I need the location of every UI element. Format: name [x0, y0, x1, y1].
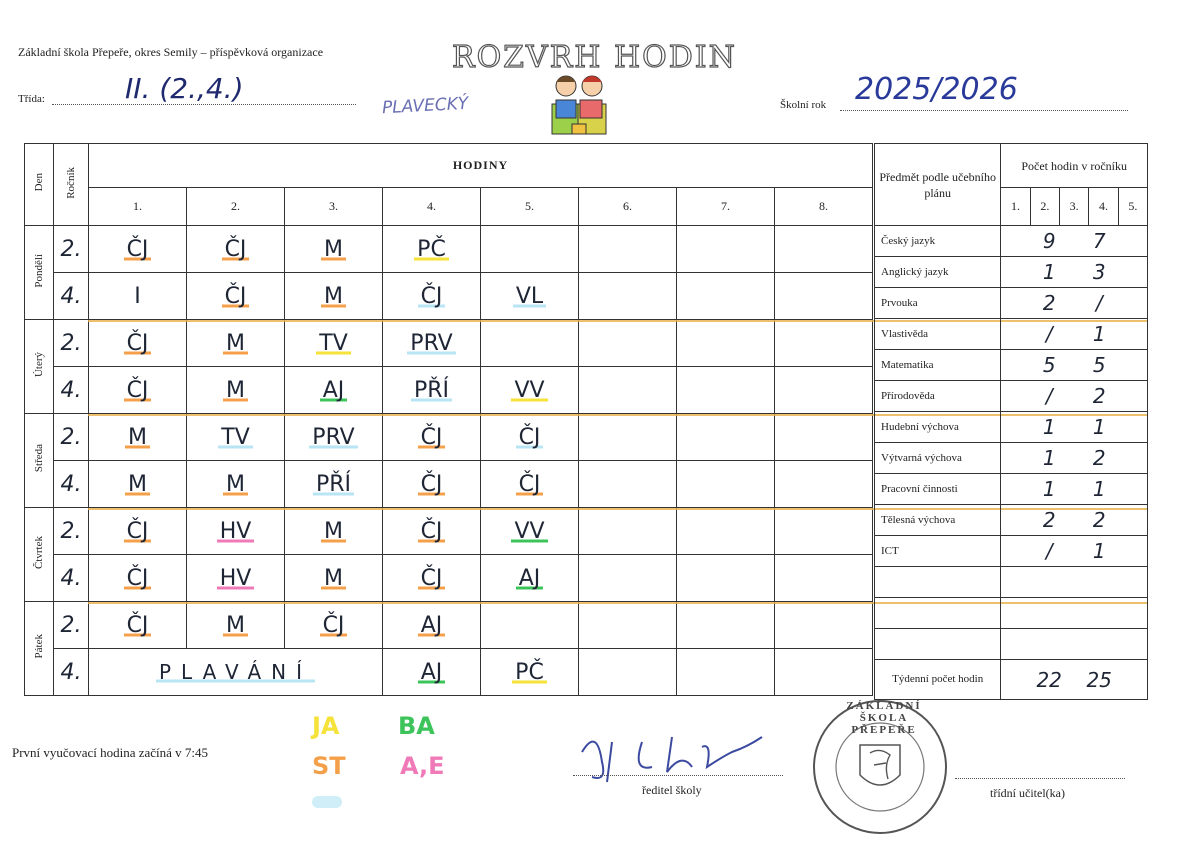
grade-header: 2.	[1030, 188, 1059, 226]
kids-illustration	[548, 70, 612, 138]
rocnik-cell: 2.	[54, 508, 89, 555]
lesson-cell	[579, 555, 677, 602]
lesson-cell	[775, 320, 873, 367]
lesson-cell: ČJ	[383, 555, 481, 602]
subject-counts: 9 7	[1001, 226, 1148, 257]
subject-name: Český jazyk	[875, 226, 1001, 257]
lesson-cell	[579, 508, 677, 555]
legend-ja: JA	[312, 712, 340, 740]
empty-subject	[875, 629, 1001, 660]
day-label: Pátek	[25, 602, 54, 696]
lesson-cell	[775, 555, 873, 602]
lesson-cell: ČJ	[89, 226, 187, 273]
page-title: ROZVRH HODIN	[452, 40, 737, 75]
lesson-cell: PRV	[383, 320, 481, 367]
year-label: Školní rok	[780, 99, 827, 111]
day-label: Středa	[25, 414, 54, 508]
hour-header: 3.	[285, 188, 383, 226]
class-note: PLAVECKÝ	[381, 93, 469, 119]
stamp-text: ZÁKLADNÍ ŠKOLA PŘEPEŘE	[846, 700, 922, 736]
grade-header: 5.	[1118, 188, 1147, 226]
lesson-cell	[775, 649, 873, 696]
subject-name: Tělesná výchova	[875, 505, 1001, 536]
lesson-cell	[775, 414, 873, 461]
lesson-cell	[579, 273, 677, 320]
lesson-cell: ČJ	[187, 226, 285, 273]
lesson-cell: ČJ	[481, 414, 579, 461]
hour-header: 8.	[775, 188, 873, 226]
lesson-cell	[677, 555, 775, 602]
lesson-cell	[579, 367, 677, 414]
subject-name: ICT	[875, 536, 1001, 567]
subject-counts: 1 2	[1001, 443, 1148, 474]
weekly-counts: 22 25	[1001, 660, 1148, 700]
lesson-cell: PŘÍ	[285, 461, 383, 508]
lesson-cell: ČJ	[383, 414, 481, 461]
lesson-cell: HV	[187, 555, 285, 602]
lesson-cell: PČ	[383, 226, 481, 273]
director-line	[573, 775, 783, 776]
hour-header: 5.	[481, 188, 579, 226]
subject-counts: 1 1	[1001, 474, 1148, 505]
lesson-cell: TV	[285, 320, 383, 367]
subject-counts: 5 5	[1001, 350, 1148, 381]
school-name: Základní škola Přepeře, okres Semily – příspěvková organizace	[18, 45, 324, 59]
day-label: Pondělí	[25, 226, 54, 320]
rocnik-cell: 2.	[54, 414, 89, 461]
year-line	[840, 110, 1128, 111]
grade-header: 3.	[1060, 188, 1089, 226]
empty-subject	[875, 567, 1001, 598]
lesson-cell	[579, 649, 677, 696]
subject-counts: 1 1	[1001, 412, 1148, 443]
subject-name: Vlastivěda	[875, 319, 1001, 350]
subject-name: Přírodověda	[875, 381, 1001, 412]
rocnik-cell: 4.	[54, 555, 89, 602]
hour-header: 2.	[187, 188, 285, 226]
lesson-cell: ČJ	[383, 508, 481, 555]
empty-counts	[1001, 629, 1148, 660]
lesson-cell: ČJ	[383, 461, 481, 508]
lesson-cell: ČJ	[89, 555, 187, 602]
lesson-cell: ČJ	[383, 273, 481, 320]
lesson-cell	[677, 602, 775, 649]
subject-counts: / 1	[1001, 536, 1148, 567]
lesson-cell: HV	[187, 508, 285, 555]
lesson-cell: VV	[481, 508, 579, 555]
lesson-cell: PČ	[481, 649, 579, 696]
subject-name: Anglický jazyk	[875, 257, 1001, 288]
lesson-cell	[677, 367, 775, 414]
subject-name: Prvouka	[875, 288, 1001, 319]
subject-header: Předmět podle učebního plánu	[875, 144, 1001, 226]
hour-header: 1.	[89, 188, 187, 226]
subject-name: Matematika	[875, 350, 1001, 381]
weekly-label: Týdenní počet hodin	[875, 660, 1001, 700]
lesson-cell: AJ	[383, 602, 481, 649]
hour-header: 7.	[677, 188, 775, 226]
subject-name: Pracovní činnosti	[875, 474, 1001, 505]
legend-ae: A,E	[400, 752, 445, 780]
rocnik-cell: 4.	[54, 461, 89, 508]
lesson-cell: ČJ	[89, 508, 187, 555]
lesson-cell: PRV	[285, 414, 383, 461]
lesson-cell: M	[285, 508, 383, 555]
rocnik-cell: 2.	[54, 226, 89, 273]
den-header: Den	[25, 144, 54, 226]
lesson-cell: M	[187, 367, 285, 414]
grade-header: 1.	[1001, 188, 1030, 226]
lesson-cell: ČJ	[187, 273, 285, 320]
lesson-cell: M	[187, 461, 285, 508]
lesson-cell: TV	[187, 414, 285, 461]
lesson-cell: ČJ	[285, 602, 383, 649]
subject-counts: / 2	[1001, 381, 1148, 412]
lesson-cell: VV	[481, 367, 579, 414]
subject-counts: 1 3	[1001, 257, 1148, 288]
lesson-cell	[775, 461, 873, 508]
lesson-cell: AJ	[481, 555, 579, 602]
subject-counts: / 1	[1001, 319, 1148, 350]
legend-ba: BA	[398, 712, 435, 740]
lesson-cell: ČJ	[89, 367, 187, 414]
rocnik-header: Ročník	[54, 144, 89, 226]
lesson-cell	[677, 649, 775, 696]
rocnik-cell: 2.	[54, 602, 89, 649]
class-label: Třída:	[18, 93, 45, 105]
lesson-cell	[481, 226, 579, 273]
lesson-cell: M	[89, 461, 187, 508]
lesson-cell	[677, 320, 775, 367]
lesson-cell: AJ	[285, 367, 383, 414]
empty-counts	[1001, 598, 1148, 629]
rocnik-cell: 4.	[54, 367, 89, 414]
lesson-cell	[775, 226, 873, 273]
subject-counts: 2 /	[1001, 288, 1148, 319]
lesson-cell: I	[89, 273, 187, 320]
lesson-cell	[775, 508, 873, 555]
lesson-cell: AJ	[383, 649, 481, 696]
lesson-cell	[579, 602, 677, 649]
lesson-cell: M	[285, 555, 383, 602]
first-lesson-note: První vyučovací hodina začíná v 7:45	[12, 745, 209, 760]
lesson-cell: PŘÍ	[383, 367, 481, 414]
subject-counts: 2 2	[1001, 505, 1148, 536]
lesson-cell	[579, 461, 677, 508]
year-value: 2025/2026	[855, 72, 1018, 107]
rocnik-cell: 4.	[54, 649, 89, 696]
empty-counts	[1001, 567, 1148, 598]
day-label: Úterý	[25, 320, 54, 414]
lesson-cell	[677, 273, 775, 320]
teacher-line	[955, 778, 1125, 779]
lesson-cell: VL	[481, 273, 579, 320]
timetable	[24, 143, 873, 696]
lesson-cell	[579, 320, 677, 367]
grade-header: 4.	[1089, 188, 1118, 226]
lesson-cell: ČJ	[89, 602, 187, 649]
lesson-cell	[775, 367, 873, 414]
hodiny-header: HODINY	[89, 144, 873, 188]
rocnik-cell: 4.	[54, 273, 89, 320]
lesson-cell	[579, 414, 677, 461]
lesson-cell: M	[285, 273, 383, 320]
lesson-cell: M	[285, 226, 383, 273]
subject-name: Hudební výchova	[875, 412, 1001, 443]
subject-plan-table	[874, 143, 1148, 700]
lesson-cell	[775, 273, 873, 320]
lesson-cell: ČJ	[89, 320, 187, 367]
lesson-cell	[677, 414, 775, 461]
legend-st: ST	[312, 752, 346, 780]
rocnik-cell: 2.	[54, 320, 89, 367]
lesson-cell	[677, 461, 775, 508]
day-label: Čtvrtek	[25, 508, 54, 602]
lesson-cell: M	[89, 414, 187, 461]
lesson-cell	[677, 226, 775, 273]
hour-header: 6.	[579, 188, 677, 226]
lesson-cell: M	[187, 602, 285, 649]
lesson-cell	[677, 508, 775, 555]
lesson-cell: M	[187, 320, 285, 367]
lesson-cell	[481, 320, 579, 367]
director-label: ředitel školy	[642, 783, 702, 797]
swimming-cell: PLAVÁNÍ	[89, 649, 383, 696]
lesson-cell	[579, 226, 677, 273]
count-header: Počet hodin v ročníku	[1001, 144, 1148, 188]
director-signature	[572, 712, 782, 792]
legend-blue-swatch	[312, 796, 342, 808]
lesson-cell	[481, 602, 579, 649]
empty-subject	[875, 598, 1001, 629]
class-value: II. (2.,4.)	[125, 72, 244, 105]
teacher-label: třídní učitel(ka)	[990, 786, 1065, 800]
lesson-cell	[775, 602, 873, 649]
lesson-cell: ČJ	[481, 461, 579, 508]
subject-name: Výtvarná výchova	[875, 443, 1001, 474]
hour-header: 4.	[383, 188, 481, 226]
